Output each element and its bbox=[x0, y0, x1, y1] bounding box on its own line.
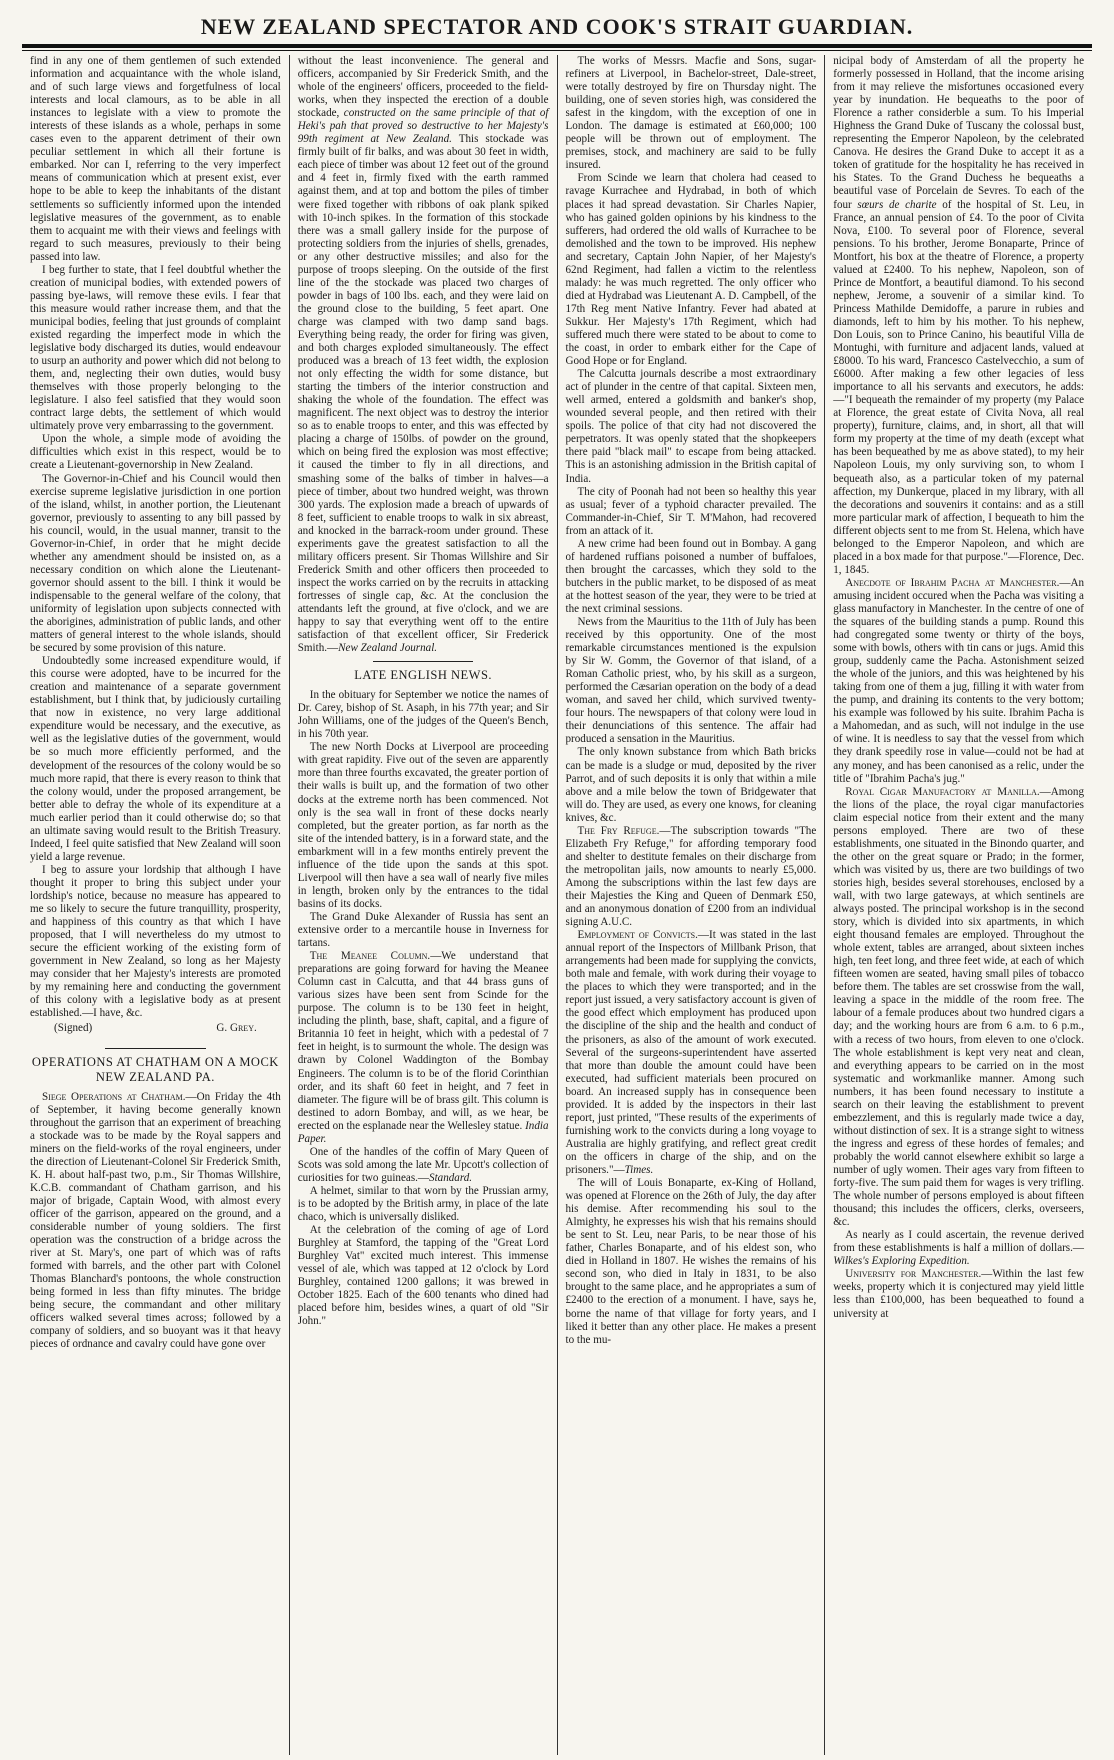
paragraph: At the celebration of the coming of age of Lord Burghley at Stamford, the tapping of the "Great Lord Burghley Vat" excited much interest. This immense vessel of ale, which was tapped at 12 o'clock by Lord Burghley, contained 1200 gallons; it was brewed in October 1825. Each of the 600 tenants who dined had placed before him, besides wines, a quart of old "Sir John." bbox=[297, 1224, 549, 1328]
paragraph-text: of the hospital of St. Leu, in France, an annual pension of £4. To the poor of Civita Nova, £100. To several poor of Florence, several pensions. To his brother, Jerome Bonaparte, Prince of Montfort, his box at the theatre of Florence, a property valued at £2400. To his nephew, Napoleon, son of Prince de Montfort, a beautiful diamond. To his second nephew, Jerome, a souvenir of a similar kind. To Princess Mathilde Demidoffe, a parure in rubies and diamonds, left to him by his mother. To his nephew, Don Louis, son to Prince Canino, his beautiful Villa de Montughi, with furniture and adjacent lands, valued at £8000. To his ward, Francesco Castelvecchio, a sum of £6000. After making a few other legacies of less importance to all his servants and executors, he adds:—"I bequeath the remainder of my property (my Palace at Florence, the great estate of Civita Nova, all real property), furniture, claims, and, in short, all that will form my property at the time of my death (except what has been bequeathed by me as above stated), to my heir Napoleon Louis, my only surviving son, to whom I bequeath also, as a particular token of my paternal affection, my Dunkerque, placed in my library, with all the decorations and souvenirs it contains: and as a still more particular mark of affection, I bequeath to him the different objects sent to me from St. Helena, which have belonged to the Emperor Napoleon, and which are placed in a box made for that purpose."—Florence, Dec. 1, 1845. bbox=[833, 198, 1084, 576]
paragraph: A new crime had been found out in Bombay. A gang of hardened ruffians poisoned a number of buffaloes, then brought the carcasses, which they sold to the butchers in the public market, to be disposed of as meat at the hottest season of the year, they were to be tried at the next criminal sessions. bbox=[565, 537, 817, 615]
paragraph-text: —We understand that preparations are going forward for having the Meanee Column cast in Calcutta, and that 44 brass guns of various sizes have been sent from Scinde for the purpose. The column is to be 130 feet in height, including the plinth, base, shaft, capital, and a figure of Britannia 10 feet in height, which with a pedestal of 7 feet in height, is to surmount the whole. The design was drawn by Colonel Waddington of the Bombay Engineers. The column is to be of the florid Corinthian order, and its shaft 60 feet in height, and 7 feet in diameter. The figure will be of brass gilt. This column is destined to adorn Bombay, and will, as we hear, be erected on the esplanade near the Wellesley statue. bbox=[297, 950, 549, 1132]
source-credit: Wilkes's Exploring Expedition. bbox=[833, 1255, 970, 1268]
run-in-head: Employment of Convicts. bbox=[577, 929, 698, 942]
masthead-rule-thin bbox=[22, 50, 1092, 51]
paragraph bbox=[833, 577, 1084, 786]
run-in-head: The Fry Refuge. bbox=[577, 824, 660, 837]
paragraph bbox=[30, 1091, 281, 1352]
paragraph: The Calcutta journals describe a most extraordinary act of plunder in the centre of that capital. Sixteen men, well armed, entered a goldsmith and banker's shop, wounded several people, and then retired with their spoils. The police of that city had not discovered the perpetrators. It was openly stated that the shopkeepers there paid "black mail" to escape from being attacked. This is an astonishing admission in the British capital of India. bbox=[565, 368, 817, 485]
paragraph-text: —On Friday the 4th of September, it having become generally known throughout the garrison that an experiment of breaching a stockade was to be made by the Royal sappers and miners on the field-works of the royal engineers, under the direction of Lieutenant-Colonel Sir Frederick Smith, K. H. about half-past two, p.m., Sir Thomas Willshire, K.C.B. commandant of Chatham garrison, and his major of brigade, Captain Wood, with almost every officer of the garrison, appeared on the ground, and a considerable number of young soldiers. The first operation was the construction of a bridge across the river at St. Mary's, one part of which was of rafts formed with barrels, and the other part with Colonel Thomas Blanchard's pontoons, the whole construction being formed in less than fifty minutes. The bridge being secure, the commandant and other military officers walked several times across; followed by a company of soldiers, and so buoyant was it that heavy pieces of ordnance and cavalry could have gone over bbox=[30, 1090, 281, 1351]
paragraph bbox=[833, 786, 1084, 1230]
run-in-head: Siege Operations at Chatham. bbox=[42, 1090, 186, 1103]
source-credit: Times. bbox=[624, 1163, 654, 1176]
column-3 bbox=[557, 55, 825, 1755]
paragraph: From Scinde we learn that cholera had ceased to ravage Kurrachee and Hydrabad, in both of which places it had spread devastation. Sir Charles Napier, who has gained golden opinions by his kindness to the sufferers, had ordered the old walls of Kurrachee to be demolished and the town to be improved. His nephew and secretary, Captain John Napier, of her Majesty's 62nd Regiment, had fallen a victim to the relentless malady: he was much regretted. The only officer who died at Hydrabad was Lieutenant A. D. Campbell, of the 17th Reg ment Native Infantry. Fever had abated at Sukkur. Her Majesty's 17th Regiment, which had suffered much there were stated to be about to come to the coast, in order to embark either for the Cape of Good Hope or for England. bbox=[565, 172, 817, 368]
paragraph: The works of Messrs. Macfie and Sons, sugar-refiners at Liverpool, in Bachelor-street, Dale-street, were totally destroyed by fire on Thursday night. The building, one of seven stories high, was considered the safest in the kingdom, with the exception of one in London. The damage is estimated at £60,000; 100 people will be thrown out of employment. The premises, stock, and machinery are said to be fully insured. bbox=[565, 55, 817, 172]
run-in-head: Anecdote of Ibrahim Pacha at Manchester. bbox=[845, 576, 1060, 589]
column-4 bbox=[824, 55, 1092, 1755]
paragraph: The will of Louis Bonaparte, ex-King of Holland, was opened at Florence on the 26th of July, the day after his demise. After recommending his soul to the Almighty, he expresses his wish that his remains should be sent to St. Leu, near Paris, to be near those of his father, Charles Bonaparte, and of his eldest son, who died in Holland in 1807. He wishes the remains of his second son, who died in Italy in 1831, to be also brought to the same place, and he appropriates a sum of £2400 to the erection of a monument. I have, says he, borne the name of that village for forty years, and I liked it better than any other place. He makes a present to the mu- bbox=[565, 1177, 817, 1346]
article-heading: LATE ENGLISH NEWS. bbox=[354, 668, 493, 683]
paragraph: The Governor-in-Chief and his Council would then exercise supreme legislative jurisdiction in one portion of the island, whilst, in another portion, the Lieutenant governor, previously to assenting to any bill passed by his council, would, in the usual manner, transit to the Governor-in-Chief, in order that he might decide whether any amendment should be insisted on, as a necessary condition on which alone the Lieutenant-governor should assent to the bill. I think it would be indispensable to the general welfare of the colony, that uniformity of legislation upon subjects connected with the aborigines, administration of public lands, and other matters of general interest to the whole islands, should be secured by some provision of this nature. bbox=[30, 472, 281, 655]
paragraph-text: —It was stated in the last annual report of the Inspectors of Millbank Prison, that arrangements had been made for supplying the convicts, both male and female, with work during their voyage to the places to which they were transported; and in the report just issued, a very satisfactory account is given of the good effect which employment has produced upon the discipline of the ship and the health and conduct of the prisoners, as also of the amount of work executed. Several of the surgeons-superintendent have asserted that more than double the amount could have been executed, had sufficient materials been procured on board. An increased supply has in consequence been provided. It is added by the inspectors in their last report, just printed, "These results of the experiments of furnishing work to the convicts during a long voyage to Australia are highly gratifying, and reflect great credit on the officers in charge of the ship, and on the prisoners."— bbox=[565, 929, 817, 1176]
article-heading: OPERATIONS AT CHATHAM ON A MOCK NEW ZEALAND PA. bbox=[31, 1054, 279, 1084]
paragraph: Upon the whole, a simple mode of avoiding the difficulties which exist in this respect, would be to create a Lieutenant-governorship in New Zealand. bbox=[30, 433, 281, 472]
paragraph bbox=[298, 950, 549, 1146]
paragraph bbox=[566, 929, 817, 1177]
source-credit: Standard. bbox=[429, 1171, 473, 1184]
paragraph: find in any one of them gentlemen of such extended information and acquaintance with the whole island, and of such large views and forgetfulness of local interests and local clamours, as to be able in all instances to legislate with a view to promote the interests of these islands as a whole, perhaps in some cases even to the apparent detriment of their own peculiar settlement in which all their fortune is embarked. Nor can I, referring to the very imperfect means of communication which at present exist, ever hope to be able to keep the inhabitants of the distant settlements so sufficiently informed upon the intended legislative measures of the government, as to enable them to acquaint me with their views and feelings with regard to such measures, previously to their being passed into law. bbox=[30, 55, 281, 263]
paragraph bbox=[833, 1268, 1084, 1320]
paragraph-text: —Within the last few weeks, property which it is conjectured may yield little less than £100,000, has been bequeathed to found a university at bbox=[833, 1268, 1085, 1320]
source-credit: India Paper. bbox=[297, 1119, 549, 1145]
paragraph: The new North Docks at Liverpool are proceeding with great rapidity. Five out of the seven are apparently more than three fourths excavated, the greater portion of their walls is built up, and the formation of two other docks at the extreme north has been commenced. Not only is the sea wall in front of these docks nearly completed, but the greater portion, as far north as the site of the intended battery, is in a forward state, and the embarkment will in a few months entirely prevent the influence of the tide upon the sands at this spot. Liverpool will then have a sea wall of nearly five miles in length, broken only by the entrances to the tidal basins of its docks. bbox=[297, 741, 549, 910]
paragraph-text: nicipal body of Amsterdam of all the property he formerly possessed in Holland, that the income arising from it may relieve the misfortunes occasioned every year by inundation. He bequeaths to the poor of Florence a rather considerble a sum. To his Imperial Highness the Grand Duke of Tuscany the colossal bust, representing the Emperor Napoleon, by the celebrated Canova. He desires the Grand Duke to accept it as a token of gratitude for the hospitality he has received in his States. To the Grand Duchess he bequeaths a beautiful vase of Porcelain de Sevres. To each of the four bbox=[833, 55, 1084, 211]
paragraph: I beg to assure your lordship that although I have thought it proper to bring this subject under your lordship's notice, because no measure has appeared to me so likely to secure the future tranquillity, prosperity, and happiness of this country as that which I have proposed, that I will nevertheless do my utmost to secure the efficient working of the existing form of government in New Zealand, so long as her Majesty may consider that her Majesty's interests are promoted by my remaining here and conducting the government of this colony with a legislative body as at present established.—I have, &c. bbox=[30, 863, 281, 1020]
column-1 bbox=[22, 55, 289, 1755]
signature-name: G. Grey. bbox=[216, 1022, 257, 1035]
column-2 bbox=[289, 55, 557, 1755]
paragraph-text: —The subscription towards "The Elizabeth Fry Refuge," for affording temporary food and shelter to destitute females on their discharge from the metropolitan jails, now amounts to nearly £5,000. Among the subscriptions within the last few days are their Majesties the King and Queen of Denmark £50, and an anonymous donation of £200 from an individual signing A.U.C. bbox=[565, 824, 817, 929]
paragraph: The Grand Duke Alexander of Russia has sent an extensive order to a mercantile house in Inverness for tartans. bbox=[297, 910, 549, 950]
paragraph-text: One of the handles of the coffin of Mary Queen of Scots was sold among the late Mr. Upcott's collection of curiosities for two guineas.— bbox=[297, 1145, 549, 1184]
columns bbox=[22, 55, 1092, 1755]
paragraph-text: As nearly as I could ascertain, the revenue derived from these establishments is half a million of dollars.— bbox=[833, 1229, 1084, 1255]
paragraph: Undoubtedly some increased expenditure would, if this course were adopted, have to be incurred for the creation and maintenance of a separate government establishment, but I think that, by judiciously curtailing that now in existence, no very large additional expenditure would be necessary, and the executive, as well as the legislative duties of the government, would be so much more efficiently performed, and the development of the resources of the colony would be so much more rapid, that there is every reason to think that the colony would, under the proposed arrangement, be better able to defray the whole of its expenditure at a much earlier period than it could otherwise do; so that an ultimate saving would result to the British Treasury. Indeed, I feel quite satisfied that New Zealand will soon yield a large revenue. bbox=[30, 655, 281, 863]
source-credit: New Zealand Journal. bbox=[338, 642, 438, 655]
section-divider bbox=[105, 1048, 205, 1049]
italic-text: sœurs de charite bbox=[857, 198, 937, 211]
paragraph-text: This stockade was firmly built of fir balks, and was about 30 feet in width, each piece of timber was about 12 feet out of the ground and 4 feet in, firmly fixed with the earth rammed against them, and at top and bottom the piles of timber were fixed together with ribbons of oak plank spiked with 10-inch spikes. In the formation of this stockade there was a small gallery inside for the purpose of protecting soldiers from the injuries of shells, grenades, or any other destructive missiles; and also for the purpose of troops sleeping. On the outside of the first line of the the stockade was placed two charges of powder in bags of 100 lbs. each, and they were laid on the ground close to the building, 5 feet apart. One charge was clamped with two damp sand bags. Everything being ready, the order for firing was given, and both charges exploded simultaneously. The effect produced was a breach of 13 feet width, the explosion not only effecting the width for some distance, but starting the timbers of the interior construction and shaking the whole of the foundation. The effect was magnificent. The next object was to destroy the interior so as to enable troops to enter, and this was effected by placing a charge of 150lbs. of powder on the ground, which on being fired the explosion was most effective; it caused the timber to fly in all directions, and smashing some of the balks of timber in halves—a piece of timber, about two hundred weight, was thrown 300 yards. The explosion made a breach of upwards of 8 feet, sufficient to enable troops to walk in six abreast, and knocked in the barrack-room under ground. These experiments gave the greatest satisfaction to all the military officers present. Sir Thomas Willshire and Sir Frederick Smith and other officers then proceeded to inspect the works carried on by the recruits in attacking fortresses of single cap, &c. At the conclusion the attendants left the ground, at five o'clock, and we are happy to say that everything went off to the entire satisfaction of that excellent officer, Sir Frederick Smith.— bbox=[297, 133, 549, 655]
masthead: NEW ZEALAND SPECTATOR AND COOK'S STRAIT GUARDIAN. bbox=[200, 14, 914, 39]
run-in-head: The Meanee Column. bbox=[309, 950, 431, 963]
paragraph: The city of Poonah had not been so healthy this year as usual; fever of a typhoid character prevailed. The Commander-in-Chief, Sir T. M'Mahon, had recovered from an attack of it. bbox=[565, 485, 817, 537]
paragraph: In the obituary for September we notice the names of Dr. Carey, bishop of St. Asaph, in his 77th year; and Sir John Williams, one of the judges of the Queen's Bench, in his 70th year. bbox=[297, 689, 549, 741]
paragraph bbox=[298, 1146, 549, 1185]
paragraph-text: —An amusing incident occured when the Pacha was visiting a glass manufactory in Manchester. In the centre of one of the squares of the building stands a pump. Round this had congregated some twenty or thirty of the boys, some with bowls, others with tin cans or jugs. Amid this group, suddenly came the Pacha. Astonishment seized the whole of the juniors, and this was heightened by his taking from one of them a jug, filling it with water from the pump, and draining its contents to the very bottom; his example was followed by his suite. Ibrahim Pacha is a Mahomedan, and as such, will not indulge in the use of wine. It is needless to say that the vessel from which they drank speedily rose in value—could not be had at any money, and has been canonised as a relic, under the title of "Ibrahim Pacha's jug." bbox=[833, 576, 1084, 785]
run-in-head: Royal Cigar Manufactory at Manilla. bbox=[845, 785, 1040, 798]
paragraph bbox=[298, 55, 549, 655]
masthead-rule-thick bbox=[22, 44, 1092, 48]
paragraph-text: without the least inconvenience. The general and officers, accompanied by Sir Frederick Smith, and the whole of the engineers' officers, proceeded to the field-works, when they inspected the erection of a double stockade, bbox=[297, 55, 549, 120]
paragraph-text: —Among the lions of the place, the royal cigar manufactories claim especial notice from their extent and the many persons employed. There are two of these establishments, one situated in the Binondo quarter, and the other on the great square or Prado; in the former, which was visited by us, there are two buildings of two stories high, besides several storehouses, enclosed by a wall, with two large gateways, at which sentinels are always posted. The principal workshop is in the second story, which is divided into six apartments, in which eight thousand females are employed. Throughout the whole extent, tables are arranged, about sixteen inches high, ten feet long, and three feet wide, at each of which fifteen women are seated, having small piles of tobacco before them. The tables are set crosswise from the wall, leaving a space in the middle of the room free. The labour of a female produces about two hundred cigars a day; and the working hours are from 6 a.m. to 6 p.m., with a recess of two hours, from eleven to one o'clock. The whole establishment is kept very neat and clean, and everything appears to be carried on in the most systematic and workmanlike manner. Among such numbers, it has been found necessary to institute a search on their leaving the establishment to prevent embezzlement, and this is regularly made twice a day, without distinction of sex. It is a strange sight to witness the ingress and egress of these hordes of females; and probably the world cannot elsewhere exhibit so large a number of ugly women. Their ages vary from fifteen to forty-five. The sum paid them for wages is very trifling. The whole number of persons employed is about fifteen thousand; this includes the officers, clerks, overseers, &c. bbox=[833, 785, 1084, 1229]
paragraph bbox=[833, 55, 1084, 577]
signature-label: (Signed) bbox=[54, 1022, 93, 1035]
paragraph: A helmet, similar to that worn by the Prussian army, is to be adopted by the British army, in place of the late chaco, which is universally disliked. bbox=[297, 1184, 549, 1224]
run-in-head: University for Manchester. bbox=[845, 1268, 982, 1281]
paragraph: The only known substance from which Bath bricks can be made is a sludge or mud, deposited by the river Parrot, and of such deposits it is only that within a mile above and a mile below the town of Bridgewater that will do. They are used, as every one knows, for cleaning knives, &c. bbox=[565, 746, 817, 824]
paragraph: News from the Mauritius to the 11th of July has been received by this opportunity. One of the most remarkable circumstances mentioned is the expulsion by Sir W. Gomm, the Governor of that island, of a Roman Catholic priest, who, by his skill as a surgeon, performed the Cæsarian operation on the body of a dead woman, and saved her child, which survived twenty-four hours. The newspapers of that colony were loud in their denunciations of this sentence. The affair had produced a sensation in the Mauritius. bbox=[565, 616, 817, 746]
paragraph: I beg further to state, that I feel doubtful whether the creation of municipal bodies, with extended powers of passing bye-laws, will remove these evils. I fear that this measure would rather increase them, and that the municipal bodies, feeling that just grounds of complaint existed regarding the imperfect mode in which the legislative body discharged its duties, would endeavour to usurp an authority and power which did not belong to them, and, neglecting their own duties, would busy themselves with those properly belonging to the legislature. I also feel satisfied that they would soon contract large debts, the settlement of which would ultimately prove very embarrassing to the government. bbox=[30, 263, 281, 433]
paragraph bbox=[566, 825, 817, 929]
signature-line bbox=[30, 1020, 281, 1041]
italic-text: constructed on the same principle of that of Heki's pah that proved so destructive to her Majesty's 99th regiment at New Zealand. bbox=[297, 107, 549, 146]
paragraph bbox=[833, 1229, 1084, 1268]
section-divider bbox=[373, 661, 473, 662]
